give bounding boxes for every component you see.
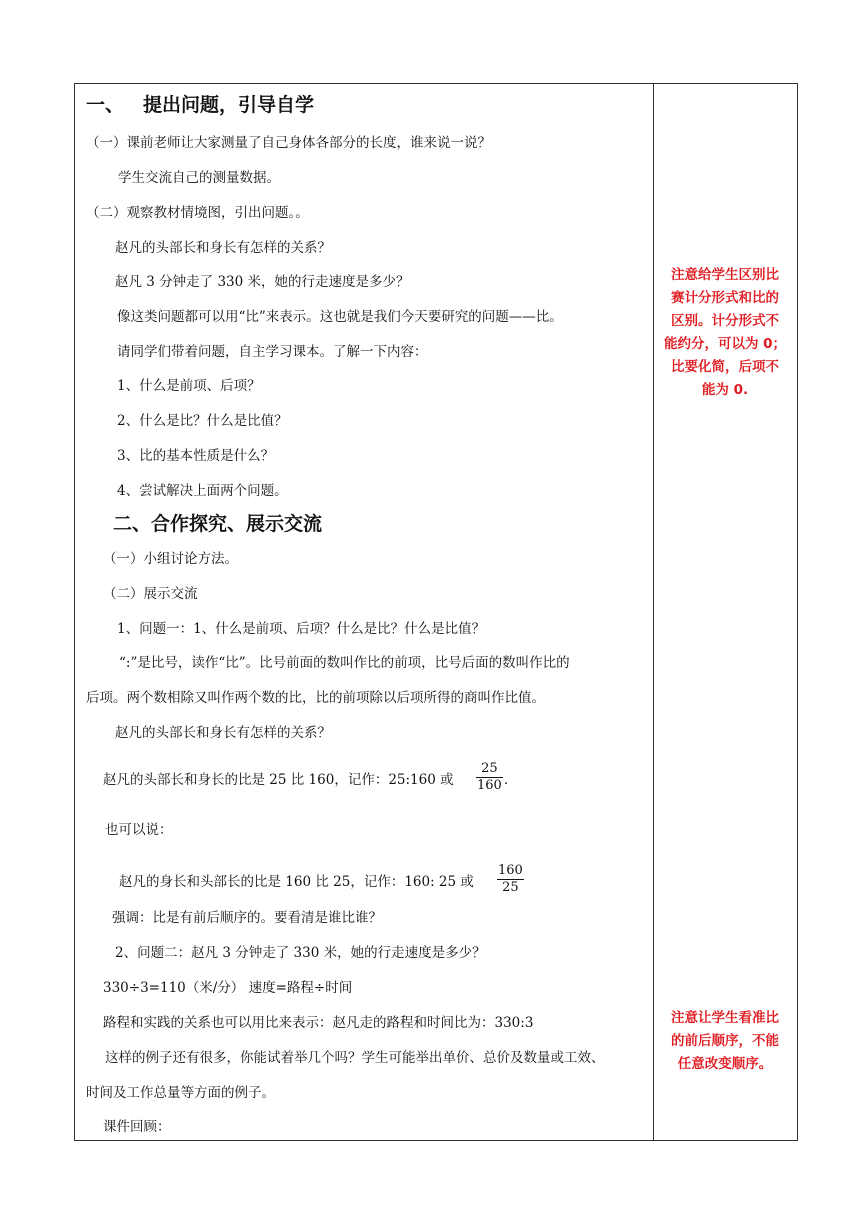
column-divider bbox=[653, 83, 654, 1141]
section2-title: 二、合作探究、展示交流 bbox=[113, 513, 323, 535]
section1-number: 一、 bbox=[86, 94, 125, 116]
text-line: 1、问题一：1、什么是前项、后项？什么是比？什么是比值？ bbox=[117, 621, 486, 637]
text-line: 赵凡的头部长和身长有怎样的关系？ bbox=[115, 240, 331, 256]
section1-title: 提出问题，引导自学 bbox=[143, 94, 315, 116]
teacher-note-2 bbox=[660, 1007, 790, 1076]
text-line: 也可以说： bbox=[105, 822, 173, 838]
fraction-numerator: 160 bbox=[498, 863, 523, 878]
text-line: 赵凡 3 分钟走了 330 米，她的行走速度是多少？ bbox=[115, 274, 410, 290]
note-line: 能约分，可以为 0； bbox=[663, 336, 787, 352]
list-item: 2、什么是比？什么是比值？ bbox=[117, 413, 288, 429]
fraction-denominator: 25 bbox=[502, 880, 519, 895]
text-line: 赵凡的头部长和身长有怎样的关系？ bbox=[115, 725, 331, 741]
text-line: 学生交流自己的测量数据。 bbox=[118, 170, 280, 186]
list-item: 4、尝试解决上面两个问题。 bbox=[117, 483, 288, 499]
note-line: 赛计分形式和比的 bbox=[671, 290, 779, 306]
text-line: 时间及工作总量等方面的例子。 bbox=[86, 1085, 275, 1101]
text-line: 强调：比是有前后顺序的。要看清是谁比谁？ bbox=[112, 910, 382, 926]
note-line: 注意给学生区别比 bbox=[671, 267, 779, 283]
text-line: （二）观察教材情境图，引出问题。。 bbox=[86, 205, 309, 221]
text-line: （一）课前老师让大家测量了自己身体各部分的长度，谁来说一说？ bbox=[86, 135, 491, 151]
teacher-note-1 bbox=[660, 264, 790, 402]
note-line: 的前后顺序，不能 bbox=[671, 1033, 779, 1049]
note-line: 任意改变顺序。 bbox=[677, 1056, 773, 1072]
text-line: 2、问题二：赵凡 3 分钟走了 330 米，她的行走速度是多少？ bbox=[115, 945, 486, 961]
ratio-line-1: 赵凡的头部长和身长的比是 25 比 160，记作：25:160 或 bbox=[103, 772, 454, 788]
text-line: 330÷3=110（米/分） 速度=路程÷时间 bbox=[103, 980, 353, 996]
text-line: （二）展示交流 bbox=[103, 586, 198, 602]
fraction-25-160 bbox=[476, 761, 503, 794]
text-line: 后项。两个数相除又叫作两个数的比，比的前项除以后项所得的商叫作比值。 bbox=[86, 690, 545, 706]
note-line: 能为 0. bbox=[701, 382, 749, 398]
text-line: （一）小组讨论方法。 bbox=[103, 551, 238, 567]
fraction-numerator: 25 bbox=[476, 761, 503, 778]
text-line: 这样的例子还有很多，你能试着举几个吗？学生可能举出单价、总价及数量或工效、 bbox=[105, 1050, 605, 1066]
fraction-denominator: 160 bbox=[477, 778, 502, 793]
text-line: 路程和实践的关系也可以用比来表示：赵凡走的路程和时间比为：330:3 bbox=[103, 1015, 534, 1031]
note-line: 注意让学生看准比 bbox=[671, 1010, 779, 1026]
list-item: 1、什么是前项、后项？ bbox=[117, 378, 261, 394]
fraction-160-25 bbox=[497, 863, 524, 896]
text-line: 课件回顾： bbox=[103, 1119, 171, 1135]
text-line: 请同学们带着问题，自主学习课本。了解一下内容： bbox=[117, 344, 428, 360]
text-line: “:”是比号，读作“比”。比号前面的数叫作比的前项，比号后面的数叫作比的 bbox=[119, 655, 570, 671]
note-line: 区别。计分形式不 bbox=[671, 313, 779, 329]
text-line: 像这类问题都可以用“比”来表示。这也就是我们今天要研究的问题——比。 bbox=[117, 309, 563, 325]
note-line: 比要化简，后项不 bbox=[671, 359, 779, 375]
ratio-line-1-tail: ． bbox=[504, 772, 518, 788]
list-item: 3、比的基本性质是什么？ bbox=[117, 448, 275, 464]
ratio-line-2: 赵凡的身长和头部长的比是 160 比 25，记作：160: 25 或 bbox=[119, 874, 474, 890]
